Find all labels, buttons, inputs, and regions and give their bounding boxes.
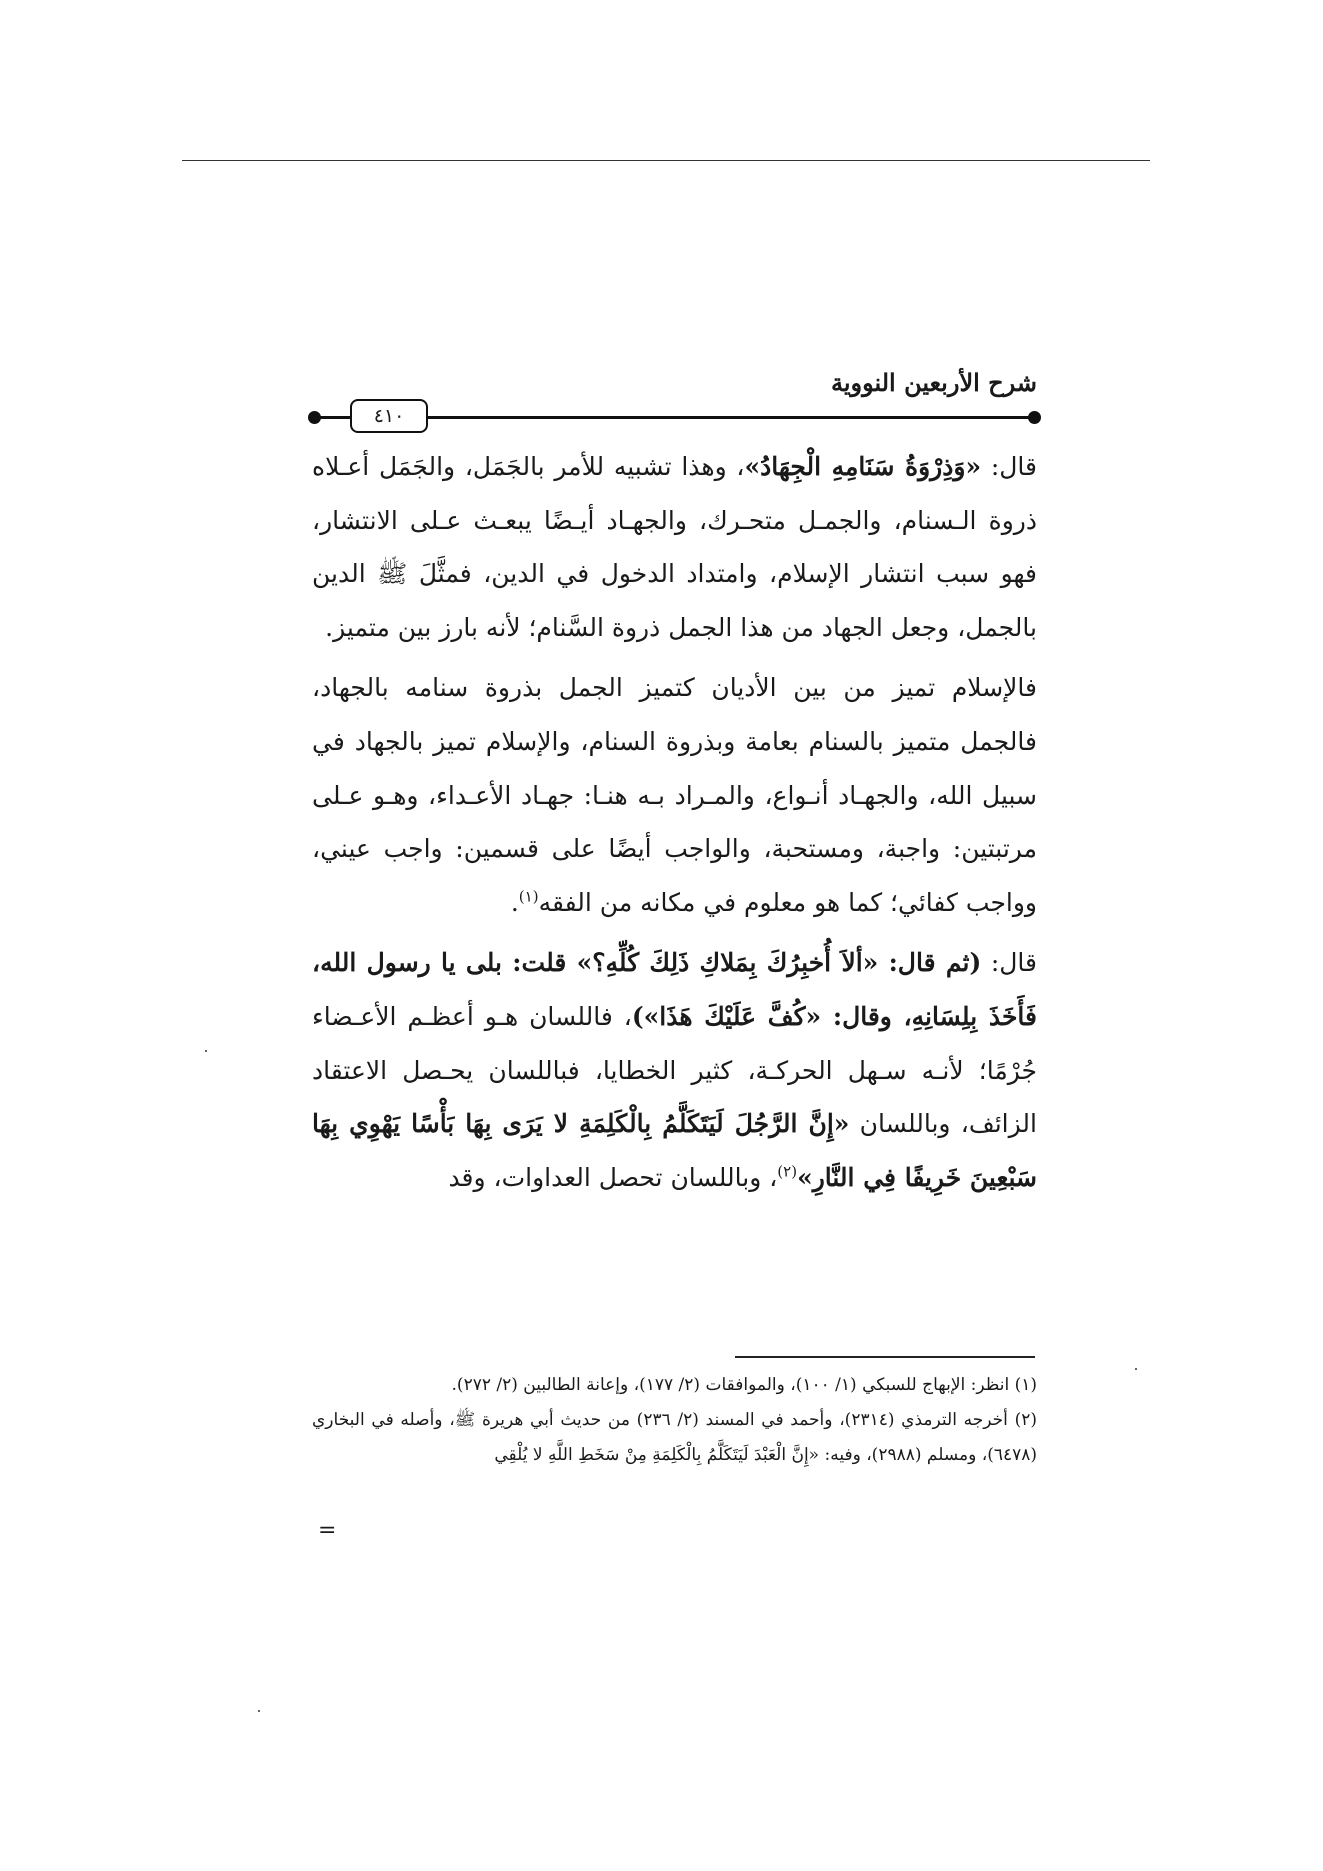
footnote-rule bbox=[735, 1356, 1035, 1358]
paragraph bbox=[312, 440, 1037, 654]
text-run: قال: bbox=[981, 452, 1037, 481]
text-run: . bbox=[510, 887, 519, 917]
footnotes bbox=[312, 1368, 1037, 1473]
scan-speck bbox=[1135, 1368, 1137, 1370]
top-rule bbox=[182, 160, 1150, 161]
scan-speck bbox=[205, 1050, 207, 1052]
text-run: ، فاللسان هـو أعظـم الأعـضاء جُرْمًا؛ لأنـه سـهل الحركـة، كثير الخطايا، فباللسان يحـصل الاعتقاد الزائف، وباللسان bbox=[312, 1001, 1037, 1139]
quoted-text: «إِنَّ الرَّجُلَ لَيَتَكَلَّمُ بِالْكَلِمَةِ لا يَرَى بِهَا بَأْسًا يَهْوِي بِهَا سَبْعِينَ خَرِيفًا فِي النَّارِ» bbox=[312, 1109, 1037, 1192]
header-ornament-right bbox=[1028, 411, 1041, 424]
paragraph bbox=[312, 661, 1037, 929]
page-content bbox=[312, 368, 1037, 1204]
running-head bbox=[312, 368, 1037, 426]
quoted-text: (ثم قال: «ألاَ أُخبِرُكَ بِمَلاكِ ذَلِكَ كُلِّهِ؟» قلت: بلى يا رسول الله، فَأَخَذَ بِلِسَانِهِ، وقال: «كُفَّ عَلَيْكَ هَذَا») bbox=[312, 948, 1037, 1031]
paragraph bbox=[312, 936, 1037, 1204]
footnote-1: (١) انظر: الإبهاج للسبكي (١/ ١٠٠)، والموافقات (٢/ ١٧٧)، وإعانة الطالبين (٢/ ٢٧٢). bbox=[451, 1375, 1037, 1395]
body-text bbox=[312, 440, 1037, 1204]
text-run: ، وباللسان تحصل العداوات، وقد bbox=[448, 1162, 778, 1192]
text-run: ، وهذا تشبيه للأمر بالجَمَل، والجَمَل أعـلاه ذروة الـسنام، والجمـل متحـرك، والجهـاد أيـضًا يبعـث عـلى الانتشار، فهو سبب انتشار الإسلام، وامتداد الدخول في الدين، فمثَّلَ ﷺ الدين بالجمل، وجعل الجهاد من هذا الجمل ذروة السَّنام؛ لأنه بارز بين متميز. bbox=[312, 452, 1037, 642]
footnote-ref: (٢) bbox=[777, 1162, 798, 1181]
footnote-ref: (١) bbox=[518, 887, 539, 906]
continuation-mark: = bbox=[318, 1518, 337, 1543]
header-ornament-left bbox=[308, 411, 321, 424]
text-run: قال: bbox=[981, 948, 1037, 978]
scan-speck bbox=[258, 1710, 260, 1712]
text-run: فالإسلام تميز من بين الأديان كتميز الجمل بذروة سنامه بالجهاد، فالجمل متميز بالسنام بعامة وبذروة السنام، والإسلام تميز بالجهاد في سبيل الله، والجهـاد أنـواع، والمـراد بـه هنـا: جهـاد الأعـداء، وهـو عـلى مرتبتين: واجبة، ومستحبة، والواجب أيضًا على قسمين: واجب عيني، وواجب كفائي؛ كما هو معلوم في مكانه من الفقه bbox=[312, 673, 1037, 917]
book-title: شرح الأربعين النووية bbox=[830, 368, 1037, 397]
footnote-2: (٢) أخرجه الترمذي (٢٣١٤)، وأحمد في المسند (٢/ ٢٣٦) من حديث أبي هريرة ﷺ، وأصله في البخاري (٦٤٧٨)، ومسلم (٢٩٨٨)، وفيه: «إِنَّ الْعَبْدَ لَيَتَكَلَّمُ بِالْكَلِمَةِ مِنْ سَخَطِ اللَّهِ لا يُلْقِي bbox=[312, 1410, 1037, 1465]
quoted-text: «وَذِرْوَةُ سَنَامِهِ الْجِهَادُ» bbox=[744, 452, 982, 481]
page-number: ٤١٠ bbox=[350, 399, 428, 433]
